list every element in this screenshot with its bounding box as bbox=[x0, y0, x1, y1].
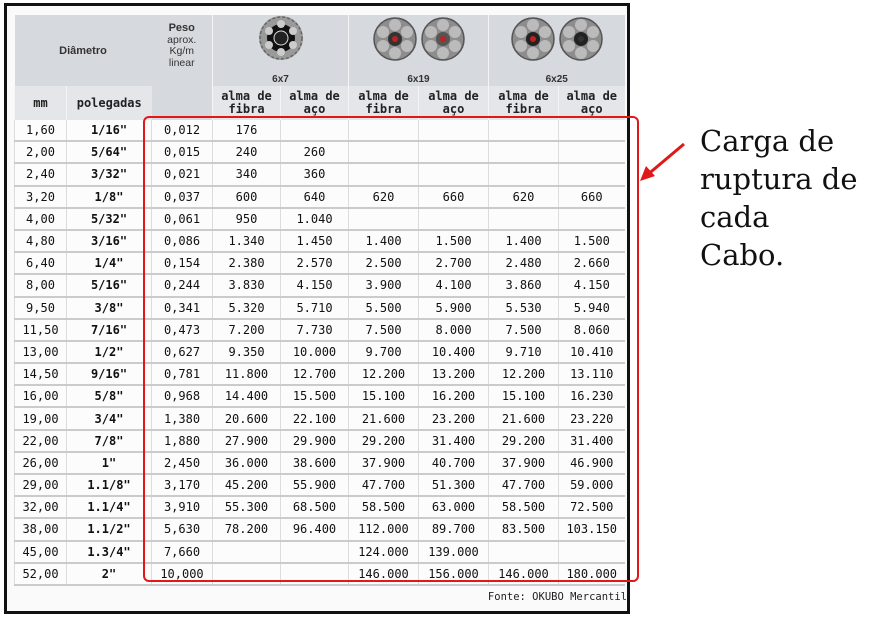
table-cell: 38,00 bbox=[15, 518, 67, 540]
col-header-6x25-fibra: alma de fibra bbox=[489, 86, 559, 120]
table-cell: 5.530 bbox=[489, 297, 559, 319]
table-cell: 46.900 bbox=[559, 452, 625, 474]
table-cell: 7/8" bbox=[67, 430, 152, 452]
table-cell: 16.230 bbox=[559, 385, 625, 407]
table-cell: 55.900 bbox=[281, 474, 349, 496]
diametro-header: Diâmetro bbox=[15, 15, 152, 86]
table-cell: 2,40 bbox=[15, 163, 67, 185]
table-cell: 2.660 bbox=[559, 252, 625, 274]
peso-header bbox=[152, 15, 213, 120]
table-cell: 10,000 bbox=[152, 563, 213, 585]
table-cell: 10.000 bbox=[281, 341, 349, 363]
table-cell: 21.600 bbox=[349, 407, 419, 429]
table-cell: 1.3/4" bbox=[67, 541, 152, 563]
construction-6x7-header bbox=[213, 15, 349, 86]
construction-6x25-label: 6x25 bbox=[545, 74, 568, 85]
table-cell: 7,660 bbox=[152, 541, 213, 563]
mm-header: mm bbox=[15, 86, 67, 120]
table-cell: 4.150 bbox=[281, 274, 349, 296]
table-cell: 5/8" bbox=[67, 385, 152, 407]
table-cell: 19,00 bbox=[15, 407, 67, 429]
table-cell: 16.200 bbox=[419, 385, 489, 407]
table-cell: 1.1/2" bbox=[67, 518, 152, 540]
table-cell: 58.500 bbox=[489, 496, 559, 518]
table-cell: 139.000 bbox=[419, 541, 489, 563]
table-cell: 12.200 bbox=[349, 363, 419, 385]
table-cell: 600 bbox=[213, 186, 281, 208]
table-cell: 29.200 bbox=[489, 430, 559, 452]
table-cell: 0,012 bbox=[152, 120, 213, 141]
construction-6x7-label: 6x7 bbox=[272, 74, 289, 85]
table-cell: 10.400 bbox=[419, 341, 489, 363]
table-cell: 78.200 bbox=[213, 518, 281, 540]
annotation-line-2: ruptura de bbox=[700, 162, 858, 196]
table-cell: 5.500 bbox=[349, 297, 419, 319]
table-cell: 1.1/8" bbox=[67, 474, 152, 496]
table-cell: 5.320 bbox=[213, 297, 281, 319]
table-cell: 23.200 bbox=[419, 407, 489, 429]
table-cell: 0,037 bbox=[152, 186, 213, 208]
arrow-icon bbox=[636, 138, 688, 184]
table-cell: 12.700 bbox=[281, 363, 349, 385]
table-cell: 23.220 bbox=[559, 407, 625, 429]
table-cell: 96.400 bbox=[281, 518, 349, 540]
table-cell: 5,630 bbox=[152, 518, 213, 540]
table-cell: 3.900 bbox=[349, 274, 419, 296]
table-cell: 29,00 bbox=[15, 474, 67, 496]
table-cell: 58.500 bbox=[349, 496, 419, 518]
table-cell: 5.710 bbox=[281, 297, 349, 319]
table-cell: 31.400 bbox=[559, 430, 625, 452]
table-cell: 1.500 bbox=[559, 230, 625, 252]
table-cell: 1,880 bbox=[152, 430, 213, 452]
peso-sub-1: aprox. bbox=[167, 33, 197, 46]
table-cell: 3/8" bbox=[67, 297, 152, 319]
table-cell: 3.860 bbox=[489, 274, 559, 296]
table-cell: 0,968 bbox=[152, 385, 213, 407]
table-cell: 21.600 bbox=[489, 407, 559, 429]
table-cell: 8.060 bbox=[559, 319, 625, 341]
table-cell: 3/32" bbox=[67, 163, 152, 185]
table-cell: 1.450 bbox=[281, 230, 349, 252]
table-cell: 7.500 bbox=[349, 319, 419, 341]
table-cell: 13.200 bbox=[419, 363, 489, 385]
table-cell: 13.110 bbox=[559, 363, 625, 385]
annotation-text bbox=[700, 122, 875, 274]
table-cell: 4.150 bbox=[559, 274, 625, 296]
table-cell: 112.000 bbox=[349, 518, 419, 540]
table-cell: 0,061 bbox=[152, 208, 213, 230]
peso-sub-3: linear bbox=[168, 56, 195, 69]
col-header-6x25-aco: alma de aço bbox=[559, 86, 625, 120]
source-footer: Fonte: OKUBO Mercantil bbox=[487, 591, 627, 603]
table-cell: 2.570 bbox=[281, 252, 349, 274]
table-cell: 1.500 bbox=[419, 230, 489, 252]
table-cell: 11.800 bbox=[213, 363, 281, 385]
table-cell: 9/16" bbox=[67, 363, 152, 385]
table-cell: 2" bbox=[67, 563, 152, 585]
table-cell: 660 bbox=[419, 186, 489, 208]
table-cell: 1/2" bbox=[67, 341, 152, 363]
table-cell: 89.700 bbox=[419, 518, 489, 540]
table-cell: 1,380 bbox=[152, 407, 213, 429]
table-cell: 660 bbox=[559, 186, 625, 208]
table-cell: 68.500 bbox=[281, 496, 349, 518]
table-cell: 4,80 bbox=[15, 230, 67, 252]
table-cell: 0,781 bbox=[152, 363, 213, 385]
peso-sub-2: Kg/m bbox=[169, 45, 194, 57]
table-cell: 52,00 bbox=[15, 563, 67, 585]
table-cell: 1.340 bbox=[213, 230, 281, 252]
table-cell: 9.350 bbox=[213, 341, 281, 363]
cable-6x7-icon bbox=[250, 15, 312, 63]
table-cell: 5/64" bbox=[67, 141, 152, 163]
table-cell: 103.150 bbox=[559, 518, 625, 540]
table-cell: 2.380 bbox=[213, 252, 281, 274]
highlight-box bbox=[143, 116, 639, 582]
table-cell: 9,50 bbox=[15, 297, 67, 319]
table-cell: 146.000 bbox=[349, 563, 419, 585]
table-cell: 240 bbox=[213, 141, 281, 163]
table-cell: 4,00 bbox=[15, 208, 67, 230]
table-cell: 0,473 bbox=[152, 319, 213, 341]
table-cell: 37.900 bbox=[349, 452, 419, 474]
table-cell: 180.000 bbox=[559, 563, 625, 585]
table-cell: 38.600 bbox=[281, 452, 349, 474]
table-cell: 29.200 bbox=[349, 430, 419, 452]
table-cell: 31.400 bbox=[419, 430, 489, 452]
table-cell: 14,50 bbox=[15, 363, 67, 385]
table-cell: 22,00 bbox=[15, 430, 67, 452]
table-cell: 5/16" bbox=[67, 274, 152, 296]
table-cell: 8.000 bbox=[419, 319, 489, 341]
table-cell: 0,244 bbox=[152, 274, 213, 296]
table-cell: 176 bbox=[213, 120, 281, 141]
table-cell: 0,627 bbox=[152, 341, 213, 363]
table-cell: 13,00 bbox=[15, 341, 67, 363]
table-cell: 2,450 bbox=[152, 452, 213, 474]
table-cell: 5/32" bbox=[67, 208, 152, 230]
table-cell: 72.500 bbox=[559, 496, 625, 518]
table-cell: 7.500 bbox=[489, 319, 559, 341]
table-cell: 83.500 bbox=[489, 518, 559, 540]
cable-6x19-icon bbox=[369, 15, 469, 63]
table-cell: 3,20 bbox=[15, 186, 67, 208]
polegadas-header: polegadas bbox=[67, 86, 152, 120]
table-cell: 1/16" bbox=[67, 120, 152, 141]
table-cell: 45,00 bbox=[15, 541, 67, 563]
table-cell: 20.600 bbox=[213, 407, 281, 429]
table-cell: 620 bbox=[349, 186, 419, 208]
table-cell: 2.700 bbox=[419, 252, 489, 274]
table-cell: 156.000 bbox=[419, 563, 489, 585]
table-cell: 2.500 bbox=[349, 252, 419, 274]
table-cell: 1.400 bbox=[489, 230, 559, 252]
table-cell: 29.900 bbox=[281, 430, 349, 452]
table-cell: 7/16" bbox=[67, 319, 152, 341]
col-header-6x7-fibra: alma de fibra bbox=[213, 86, 281, 120]
table-cell: 55.300 bbox=[213, 496, 281, 518]
table-cell: 0,341 bbox=[152, 297, 213, 319]
table-cell: 3,170 bbox=[152, 474, 213, 496]
table-cell: 1.040 bbox=[281, 208, 349, 230]
table-cell: 1/4" bbox=[67, 252, 152, 274]
table-cell: 15.100 bbox=[349, 385, 419, 407]
table-cell: 26,00 bbox=[15, 452, 67, 474]
table-cell: 3.830 bbox=[213, 274, 281, 296]
table-cell: 124.000 bbox=[349, 541, 419, 563]
table-cell: 47.700 bbox=[489, 474, 559, 496]
table-cell: 640 bbox=[281, 186, 349, 208]
table-cell: 3/16" bbox=[67, 230, 152, 252]
table-cell: 2.480 bbox=[489, 252, 559, 274]
table-cell: 63.000 bbox=[419, 496, 489, 518]
annotation-line-3: cada bbox=[700, 200, 770, 234]
table-cell: 7.730 bbox=[281, 319, 349, 341]
table-cell: 32,00 bbox=[15, 496, 67, 518]
construction-6x19-header bbox=[349, 15, 489, 86]
table-cell: 8,00 bbox=[15, 274, 67, 296]
table-cell: 37.900 bbox=[489, 452, 559, 474]
cable-6x25-icon bbox=[507, 15, 607, 63]
table-cell: 1.400 bbox=[349, 230, 419, 252]
table-cell: 5.900 bbox=[419, 297, 489, 319]
table-cell: 1,60 bbox=[15, 120, 67, 141]
table-cell: 5.940 bbox=[559, 297, 625, 319]
table-cell: 620 bbox=[489, 186, 559, 208]
table-cell: 9.700 bbox=[349, 341, 419, 363]
table-cell: 260 bbox=[281, 141, 349, 163]
table-cell: 10.410 bbox=[559, 341, 625, 363]
table-cell: 1/8" bbox=[67, 186, 152, 208]
table-cell: 4.100 bbox=[419, 274, 489, 296]
table-cell: 0,015 bbox=[152, 141, 213, 163]
table-cell: 3,910 bbox=[152, 496, 213, 518]
table-cell: 36.000 bbox=[213, 452, 281, 474]
table-cell: 3/4" bbox=[67, 407, 152, 429]
annotation-line-4: Cabo. bbox=[700, 238, 785, 272]
table-cell: 15.100 bbox=[489, 385, 559, 407]
table-cell: 2,00 bbox=[15, 141, 67, 163]
table-cell: 14.400 bbox=[213, 385, 281, 407]
table-cell: 15.500 bbox=[281, 385, 349, 407]
col-header-6x19-fibra: alma de fibra bbox=[349, 86, 419, 120]
table-cell: 0,154 bbox=[152, 252, 213, 274]
table-cell: 0,021 bbox=[152, 163, 213, 185]
table-cell: 47.700 bbox=[349, 474, 419, 496]
table-cell: 360 bbox=[281, 163, 349, 185]
table-cell: 146.000 bbox=[489, 563, 559, 585]
col-header-6x7-aco: alma de aço bbox=[281, 86, 349, 120]
table-cell: 1" bbox=[67, 452, 152, 474]
table-cell: 7.200 bbox=[213, 319, 281, 341]
peso-title: Peso bbox=[168, 22, 195, 34]
table-cell: 22.100 bbox=[281, 407, 349, 429]
table-cell: 51.300 bbox=[419, 474, 489, 496]
table-cell: 1.1/4" bbox=[67, 496, 152, 518]
table-cell: 27.900 bbox=[213, 430, 281, 452]
construction-6x25-header bbox=[489, 15, 625, 86]
col-header-6x19-aco: alma de aço bbox=[419, 86, 489, 120]
table-cell: 11,50 bbox=[15, 319, 67, 341]
table-cell: 59.000 bbox=[559, 474, 625, 496]
table-cell: 950 bbox=[213, 208, 281, 230]
table-cell: 40.700 bbox=[419, 452, 489, 474]
table-cell: 6,40 bbox=[15, 252, 67, 274]
table-cell: 12.200 bbox=[489, 363, 559, 385]
table-cell: 340 bbox=[213, 163, 281, 185]
construction-6x19-label: 6x19 bbox=[407, 74, 430, 85]
table-cell: 45.200 bbox=[213, 474, 281, 496]
annotation-line-1: Carga de bbox=[700, 124, 835, 158]
table-cell: 0,086 bbox=[152, 230, 213, 252]
table-cell: 9.710 bbox=[489, 341, 559, 363]
table-cell: 16,00 bbox=[15, 385, 67, 407]
